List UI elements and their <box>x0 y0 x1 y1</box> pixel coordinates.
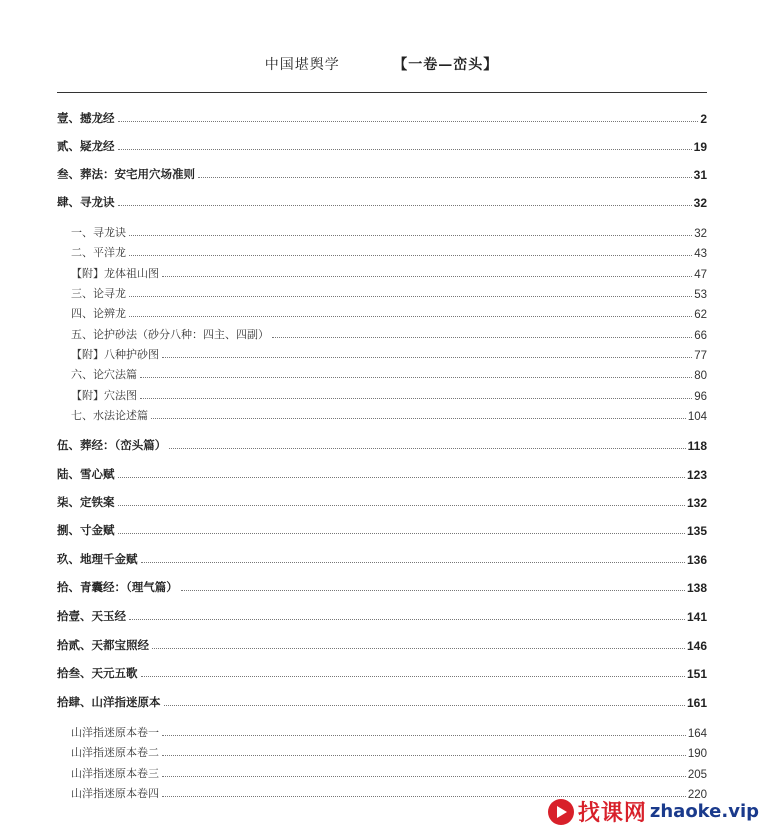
toc-page-number: 118 <box>687 439 707 453</box>
dot-leader <box>162 735 686 736</box>
dot-leader <box>129 235 692 236</box>
toc-page-number: 190 <box>687 748 707 760</box>
toc-page-number: 141 <box>686 610 707 624</box>
document-title: 中国堪舆学 <box>264 57 340 73</box>
toc-entry[interactable] <box>57 579 707 595</box>
toc-page-number: 19 <box>693 140 707 154</box>
dot-leader <box>118 477 685 478</box>
toc-entry-title: 拾、青囊经：（理气篇） <box>57 580 178 594</box>
toc-entry-title: 五、论护砂法（砂分八种：四主、四副） <box>71 328 269 341</box>
dot-leader <box>162 755 686 756</box>
toc-entry[interactable] <box>57 366 707 382</box>
toc-entry-title: 山洋指迷原本卷一 <box>71 726 159 739</box>
toc-page-number: 32 <box>694 228 707 240</box>
dot-leader <box>129 316 692 317</box>
toc-entry[interactable] <box>57 551 707 567</box>
dot-leader <box>141 562 685 563</box>
toc-entry[interactable] <box>57 744 707 760</box>
dot-leader <box>162 776 686 777</box>
dot-leader <box>198 177 692 178</box>
dot-leader <box>272 337 692 338</box>
toc-page-number: 136 <box>686 553 707 567</box>
dot-leader <box>129 619 685 620</box>
toc-entry-title: 壹、撼龙经 <box>57 111 115 125</box>
dot-leader <box>129 296 692 297</box>
toc-page-number: 123 <box>686 468 707 482</box>
dot-leader <box>162 276 692 277</box>
toc-entry[interactable] <box>57 407 707 423</box>
toc-page-number: 104 <box>687 411 707 423</box>
toc-entry[interactable] <box>57 522 707 538</box>
toc-page-number: 146 <box>686 639 707 653</box>
dot-leader <box>141 676 685 677</box>
header-divider <box>57 92 707 93</box>
toc-entry-title: 拾叁、天元五歌 <box>57 666 138 680</box>
toc-entry-title: 山洋指迷原本卷三 <box>71 767 159 780</box>
toc-entry[interactable] <box>57 346 707 362</box>
toc-entry-title: 山洋指迷原本卷四 <box>71 787 159 800</box>
toc-entry-title: 捌、寸金赋 <box>57 523 115 537</box>
toc-entry-title: 肆、寻龙诀 <box>57 195 115 209</box>
toc-entry[interactable] <box>57 694 707 710</box>
toc-entry[interactable] <box>57 387 707 403</box>
toc-entry-title: 六、论穴法篇 <box>71 368 137 381</box>
toc-entry-title: 拾壹、天玉经 <box>57 609 126 623</box>
toc-entry-title: 一、寻龙诀 <box>71 226 126 239</box>
toc-entry-title: 山洋指迷原本卷二 <box>71 746 159 759</box>
toc-page-number: 47 <box>694 269 707 281</box>
dot-leader <box>151 418 686 419</box>
toc-page-number: 43 <box>694 248 707 260</box>
toc-entry[interactable] <box>57 285 707 301</box>
toc-entry[interactable] <box>57 437 707 453</box>
toc-page-number: 151 <box>686 667 707 681</box>
dot-leader <box>181 590 685 591</box>
dot-leader <box>164 705 685 706</box>
toc-entry-title: 拾肆、山洋指迷原本 <box>57 695 161 709</box>
toc-entry-title: 【附】龙体祖山图 <box>71 267 159 280</box>
toc-entry[interactable] <box>57 244 707 260</box>
toc-entry[interactable] <box>57 765 707 781</box>
toc-page-number: 2 <box>700 112 707 126</box>
toc-page-number: 96 <box>694 391 707 403</box>
dot-leader <box>118 121 699 122</box>
watermark-text: 找课网 <box>577 801 647 826</box>
toc-page-number: 205 <box>687 769 707 781</box>
toc-entry[interactable] <box>57 194 707 210</box>
toc-entry-title: 柒、定铁案 <box>57 495 115 509</box>
toc-page-number: 62 <box>694 309 707 321</box>
toc-entry-title: 【附】八种护砂图 <box>71 348 159 361</box>
dot-leader <box>140 398 692 399</box>
toc-page-number: 66 <box>694 330 707 342</box>
toc-entry[interactable] <box>57 138 707 154</box>
page-header <box>0 54 763 74</box>
dot-leader <box>118 533 685 534</box>
toc-entry-title: 陆、雪心赋 <box>57 467 115 481</box>
dot-leader <box>152 648 685 649</box>
toc-entry[interactable] <box>57 608 707 624</box>
watermark <box>548 796 759 827</box>
toc-page-number: 77 <box>694 350 707 362</box>
toc-entry[interactable] <box>57 724 707 740</box>
toc-entry[interactable] <box>57 466 707 482</box>
play-icon <box>548 799 574 825</box>
toc-entry-title: 四、论辨龙 <box>71 307 126 320</box>
toc-page-number: 132 <box>686 496 707 510</box>
toc-entry[interactable] <box>57 494 707 510</box>
toc-entry-title: 伍、葬经：（峦头篇） <box>57 438 167 452</box>
toc-entry[interactable] <box>57 265 707 281</box>
toc-entry[interactable] <box>57 110 707 126</box>
toc-page-number: 135 <box>686 524 707 538</box>
toc-entry-title: 七、水法论述篇 <box>71 409 148 422</box>
dot-leader <box>129 255 692 256</box>
toc-entry[interactable] <box>57 305 707 321</box>
toc-entry-title: 玖、地理千金赋 <box>57 552 138 566</box>
toc-entry[interactable] <box>57 665 707 681</box>
toc-entry-title: 叁、葬法：安宅用穴场准则 <box>57 167 195 181</box>
toc-entry[interactable] <box>57 637 707 653</box>
toc-entry-title: 二、平洋龙 <box>71 246 126 259</box>
toc-entry-title: 三、论寻龙 <box>71 287 126 300</box>
volume-label: 【一卷—峦头】 <box>393 57 499 73</box>
dot-leader <box>169 448 685 449</box>
toc-page-number: 32 <box>693 196 707 210</box>
dot-leader <box>118 505 685 506</box>
toc-page-number: 164 <box>687 728 707 740</box>
dot-leader <box>118 205 692 206</box>
dot-leader <box>162 357 692 358</box>
dot-leader <box>140 377 692 378</box>
watermark-url: zhaoke.vip <box>649 801 759 822</box>
dot-leader <box>118 149 692 150</box>
toc-page-number: 80 <box>694 370 707 382</box>
toc-entry-title: 贰、疑龙经 <box>57 139 115 153</box>
toc-page-number: 138 <box>686 581 707 595</box>
toc-page-number: 220 <box>687 789 707 801</box>
toc-entry-title: 拾贰、天都宝照经 <box>57 638 149 652</box>
toc-entry-title: 【附】穴法图 <box>71 389 137 402</box>
toc-entry[interactable] <box>57 224 707 240</box>
toc-page-number: 161 <box>686 696 707 710</box>
toc-page-number: 31 <box>693 168 707 182</box>
toc-entry[interactable] <box>57 326 707 342</box>
toc-page-number: 53 <box>694 289 707 301</box>
toc-entry[interactable] <box>57 166 707 182</box>
